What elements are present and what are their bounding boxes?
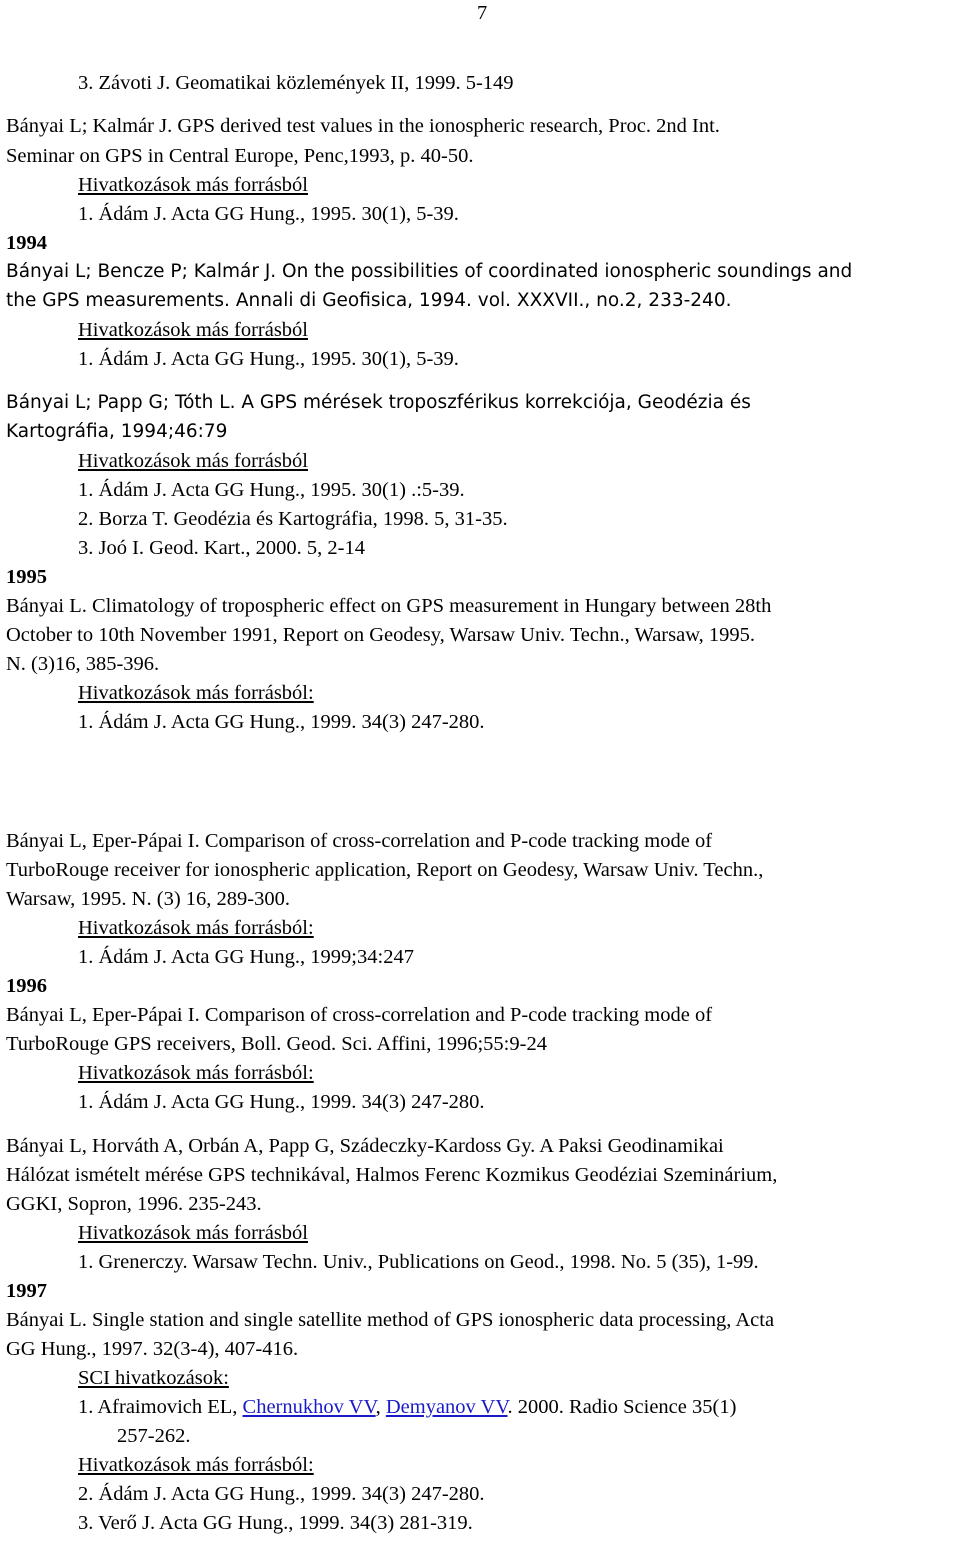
citation-line: 1. Ádám J. Acta GG Hung., 1999. 34(3) 247-280.	[78, 711, 485, 733]
citation-line: 2. Ádám J. Acta GG Hung., 1999. 34(3) 247-280.	[78, 1483, 485, 1505]
reference-entry: Bányai L. Single station and single satellite method of GPS ionospheric data processing, Acta	[6, 1309, 775, 1331]
reference-entry: TurboRouge receiver for ionospheric application, Report on Geodesy, Warsaw Univ. Techn.,	[6, 859, 764, 881]
citations-heading: Hivatkozások más forrásból:	[78, 917, 314, 939]
citation-text: 1. Afraimovich EL,	[78, 1396, 243, 1418]
citations-heading: Hivatkozások más forrásból	[78, 319, 308, 341]
reference-entry: Bányai L. Climatology of tropospheric effect on GPS measurement in Hungary between 28th	[6, 595, 772, 617]
citations-heading: Hivatkozások más forrásból	[78, 174, 308, 196]
citations-heading: Hivatkozások más forrásból:	[78, 1062, 314, 1084]
reference-entry: Bányai L, Eper-Pápai I. Comparison of cross-correlation and P-code tracking mode of	[6, 830, 713, 852]
citation-line: 1. Ádám J. Acta GG Hung., 1999. 34(3) 247-280.	[78, 1091, 485, 1113]
reference-entry: GGKI, Sopron, 1996. 235-243.	[6, 1193, 262, 1215]
reference-entry: Bányai L; Kalmár J. GPS derived test values in the ionospheric research, Proc. 2nd Int.	[6, 115, 720, 137]
reference-entry: Hálózat ismételt mérése GPS technikával, Halmos Ferenc Kozmikus Geodéziai Szeminárium,	[6, 1164, 778, 1186]
citations-heading: Hivatkozások más forrásból	[78, 1222, 308, 1244]
citation-line: 1. Ádám J. Acta GG Hung., 1999;34:247	[78, 946, 414, 968]
reference-entry: Warsaw, 1995. N. (3) 16, 289-300.	[6, 888, 290, 910]
reference-entry: Kartográfia, 1994;46:79	[6, 421, 228, 442]
citation-text: ,	[375, 1396, 386, 1418]
citation-line: 257-262.	[117, 1425, 191, 1447]
citation-line: 3. Závoti J. Geomatikai közlemények II, 1999. 5-149	[78, 72, 514, 94]
citation-line: 3. Joó I. Geod. Kart., 2000. 5, 2-14	[78, 537, 365, 559]
reference-entry: TurboRouge GPS receivers, Boll. Geod. Sci. Affini, 1996;55:9-24	[6, 1033, 547, 1055]
citation-line: 1. Grenerczy. Warsaw Techn. Univ., Publications on Geod., 1998. No. 5 (35), 1-99.	[78, 1251, 759, 1273]
year-heading: 1995	[6, 566, 47, 588]
citations-heading: Hivatkozások más forrásból	[78, 450, 308, 472]
year-heading: 1996	[6, 975, 47, 997]
citations-heading: Hivatkozások más forrásból:	[78, 682, 314, 704]
reference-entry: Bányai L; Papp G; Tóth L. A GPS mérések troposzférikus korrekciója, Geodézia és	[6, 392, 751, 413]
reference-entry: the GPS measurements. Annali di Geofisica, 1994. vol. XXXVII., no.2, 233-240.	[6, 290, 732, 311]
year-heading: 1997	[6, 1280, 47, 1302]
page-number: 7	[477, 2, 488, 24]
citation-line: 1. Ádám J. Acta GG Hung., 1995. 30(1), 5-39.	[78, 203, 459, 225]
reference-entry: Seminar on GPS in Central Europe, Penc,1993, p. 40-50.	[6, 145, 474, 167]
year-heading: 1994	[6, 232, 47, 254]
citation-line: 2. Borza T. Geodézia és Kartográfia, 1998. 5, 31-35.	[78, 508, 508, 530]
author-link[interactable]: Chernukhov VV	[242, 1396, 376, 1418]
citation-text: . 2000. Radio Science 35(1)	[507, 1396, 737, 1418]
reference-entry: N. (3)16, 385-396.	[6, 653, 160, 675]
citations-heading: Hivatkozások más forrásból:	[78, 1454, 314, 1476]
citation-line: 3. Verő J. Acta GG Hung., 1999. 34(3) 281-319.	[78, 1512, 473, 1534]
reference-entry: GG Hung., 1997. 32(3-4), 407-416.	[6, 1338, 299, 1360]
reference-entry: Bányai L; Bencze P; Kalmár J. On the possibilities of coordinated ionospheric soundings and	[6, 261, 853, 282]
reference-entry: Bányai L, Horváth A, Orbán A, Papp G, Szádeczky-Kardoss Gy. A Paksi Geodinamikai	[6, 1135, 724, 1157]
sci-citations-heading: SCI hivatkozások:	[78, 1367, 229, 1389]
citation-line: 1. Ádám J. Acta GG Hung., 1995. 30(1), 5-39.	[78, 348, 459, 370]
citation-line	[78, 1393, 736, 1421]
reference-entry: October to 10th November 1991, Report on Geodesy, Warsaw Univ. Techn., Warsaw, 1995.	[6, 624, 756, 646]
citation-line: 1. Ádám J. Acta GG Hung., 1995. 30(1) .:5-39.	[78, 479, 465, 501]
author-link[interactable]: Demyanov VV	[385, 1396, 508, 1418]
reference-entry: Bányai L, Eper-Pápai I. Comparison of cross-correlation and P-code tracking mode of	[6, 1004, 713, 1026]
